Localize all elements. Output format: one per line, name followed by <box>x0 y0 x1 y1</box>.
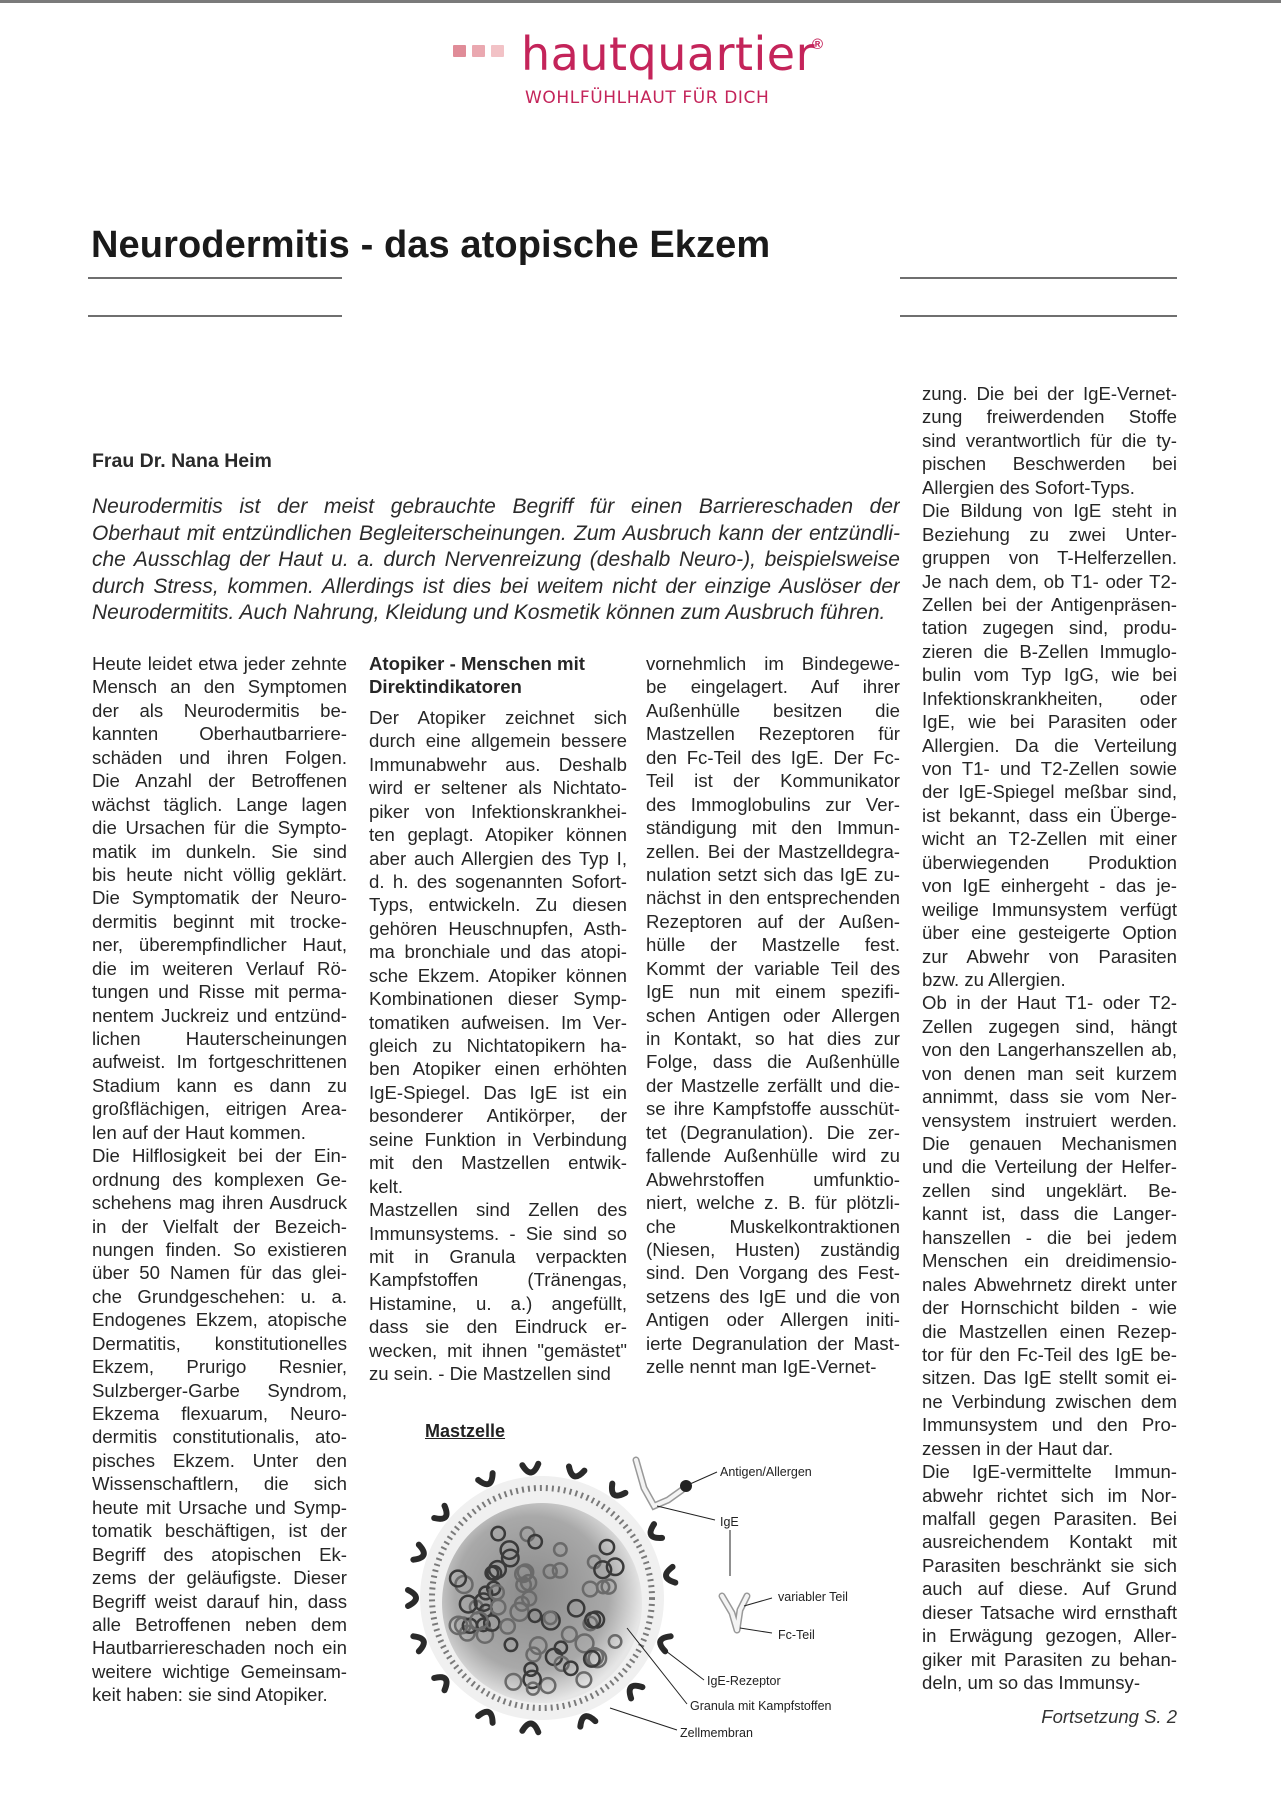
text-line: Neurodermitis ist der meist gebrauchte Begriff für einen Barriereschaden der <box>92 495 900 518</box>
text-line: Begriff des atopischen Ek- <box>92 1543 347 1565</box>
text-line: Ekzema flexuarum, Neuro- <box>92 1403 347 1424</box>
article-title: Neurodermitis - das atopische Ekzem <box>91 224 771 266</box>
text-line: die im weiteren Verlauf Rö- <box>92 957 347 979</box>
text-line: tet (Degranulation). Die zer- <box>646 1121 900 1143</box>
column-2-body <box>369 706 627 1386</box>
text-column-1 <box>92 652 347 1707</box>
text-line: len auf der Haut kommen. <box>92 1121 306 1143</box>
text-column-4 <box>922 382 1177 1695</box>
page-top-border <box>0 0 1281 3</box>
text-line: zellen. Bei der Mastzelldegra- <box>646 840 900 862</box>
text-line: Je nach dem, ob T1- oder T2- <box>922 570 1177 592</box>
rule-right-2 <box>900 315 1177 317</box>
text-line: kannt ist, dass die Langer- <box>922 1203 1177 1225</box>
text-line: Parasiten beschränkt sie sich <box>922 1554 1177 1576</box>
text-line: besonderer Antikörper, der <box>369 1105 627 1127</box>
text-line: Antigen oder Allergen initi- <box>646 1309 900 1331</box>
label-variable-part: variabler Teil <box>778 1590 848 1604</box>
antigen-dot <box>680 1480 692 1492</box>
rule-left-1 <box>88 277 342 279</box>
text-line: Zellen bei der Antigenpräsen- <box>922 593 1177 615</box>
text-line: che Ausschlag der Haut u. a. durch Nervenreizung (deshalb Neuro-), beispielsweise <box>92 548 900 572</box>
text-line: tungen und Risse mit perma- <box>92 981 347 1003</box>
text-line: Kommt der variable Teil des <box>646 957 900 979</box>
text-line: der IgE-Spiegel meßbar sind, <box>922 781 1177 803</box>
brand-tagline: WOHLFÜHLHAUT FÜR DICH <box>525 88 770 108</box>
text-line: wird er seltener als Nichtato- <box>369 777 627 799</box>
text-line: nulation setzt sich das IgE zu- <box>646 863 900 885</box>
text-line: Wissenschaftlern, die sich <box>92 1473 347 1495</box>
text-line: zellen sind ungeklärt. Be- <box>922 1179 1177 1201</box>
label-ige: IgE <box>720 1515 739 1529</box>
text-line: Kombinationen dieser Symp- <box>369 988 627 1010</box>
ige-receptor <box>522 1464 539 1473</box>
text-line: überwiegenden Produktion <box>922 851 1177 873</box>
text-line: pischen Beschwerden bei <box>922 453 1177 475</box>
text-line: IgE nun mit einem spezifi- <box>646 981 900 1003</box>
text-line: se ihre Kampfstoffe ausschüt- <box>646 1098 900 1120</box>
text-line: ordnung des komplexen Ge- <box>92 1168 347 1190</box>
text-column-3 <box>646 652 900 1379</box>
text-line: hülle der Mastzelle fest. <box>646 934 900 956</box>
text-line: Heute leidet etwa jeder zehnte <box>92 653 347 674</box>
text-line: bis heute nicht völlig geklärt. <box>92 863 347 885</box>
ige-receptor <box>478 1709 496 1723</box>
text-line: von T1- und T2-Zellen sowie <box>922 758 1177 779</box>
text-line: be eingelagert. Auf ihrer <box>646 676 900 698</box>
text-line: Allergien des Sofort-Typs. <box>922 476 1135 498</box>
text-line: durch eine allgemein bessere <box>369 730 627 752</box>
text-line: tomatik beschäftigen, ist der <box>92 1520 347 1542</box>
text-line: ständigung mit den Immun- <box>646 817 900 839</box>
heading-gap <box>369 699 627 706</box>
text-line: IgE-Spiegel. Das IgE ist ein <box>369 1081 627 1103</box>
text-line: ben Atopiker einen erhöhten <box>369 1058 627 1080</box>
text-line: den Fc-Teil des IgE. Der Fc- <box>646 746 900 768</box>
brand-logo <box>453 27 833 111</box>
text-line: Außenhülle besitzen die <box>646 699 900 721</box>
text-line: von IgE einhergeht - das je- <box>922 875 1177 897</box>
text-line: zur Abwehr von Parasiten <box>922 945 1177 967</box>
text-line: Die Bildung von IgE steht in <box>922 500 1177 522</box>
text-line: in der Vielfalt der Bezeich- <box>92 1215 347 1237</box>
text-line: gehören Heuschnupfen, Asth- <box>369 917 627 939</box>
text-line: Der Atopiker zeichnet sich <box>369 706 627 728</box>
text-line: keit haben: sie sind Atopiker. <box>92 1684 328 1706</box>
text-line: durch Stress, kommen. Allerdings ist dies bei weitem nicht der einzige Auslöser der <box>92 574 900 598</box>
text-line: Atopiker - Menschen mit <box>369 653 585 674</box>
text-line: nales Abwehrnetz direkt unter <box>922 1273 1177 1295</box>
text-line: Sulzberger-Garbe Syndrom, <box>92 1379 347 1401</box>
text-line: Die genauen Mechanismen <box>922 1133 1177 1154</box>
continued-on-page-2: Fortsetzung S. 2 <box>1041 1706 1177 1727</box>
text-line: aufweist. Im fortgeschrittenen <box>92 1051 347 1073</box>
text-line: sind. Den Vorgang des Fest- <box>646 1262 900 1284</box>
text-line: schäden und ihren Folgen. <box>92 746 347 768</box>
text-line: annimmt, dass sie vom Ner- <box>922 1086 1177 1108</box>
text-line: die Ursachen für die Sympto- <box>92 817 347 839</box>
text-line: mit in Granula verpackten <box>369 1245 627 1267</box>
label-granula: Granula mit Kampfstoffen <box>690 1699 832 1713</box>
text-line: (Niesen, Husten) zuständig <box>646 1238 900 1260</box>
text-line: Ob in der Haut T1- oder T2- <box>922 992 1177 1014</box>
text-line: bulin vom Typ IgG, wie bei <box>922 664 1177 686</box>
text-line: Die Symptomatik der Neuro- <box>92 887 347 909</box>
text-line: zung freiwerdenden Stoffe <box>922 406 1177 428</box>
text-line: Endogenes Ekzem, atopische <box>92 1309 347 1331</box>
text-line: bzw. zu Allergien. <box>922 968 1066 990</box>
text-line: Dermatitis, konstitutionelles <box>92 1332 347 1354</box>
text-line: in Erwägung gezogen, Aller- <box>922 1625 1177 1647</box>
text-line: weilige Immunsystem verfügt <box>922 898 1177 920</box>
text-line: sche Ekzem. Atopiker können <box>369 964 627 986</box>
text-line: die Mastzellen einen Rezep- <box>922 1320 1177 1342</box>
text-line: tation zugegen sind, produ- <box>922 617 1177 639</box>
text-line: tor für den Fc-Teil des IgE be- <box>922 1343 1177 1365</box>
text-line: dermitis beginnt mit trocke- <box>92 910 347 932</box>
text-line: dieser Tatsache wird ernsthaft <box>922 1601 1177 1623</box>
text-line: Abwehrstoffen umfunktio- <box>646 1168 900 1190</box>
text-line: großflächigen, eitrigen Area- <box>92 1098 347 1120</box>
registered-mark: ® <box>812 36 824 53</box>
text-line: schehens mag ihren Ausdruck <box>92 1192 347 1214</box>
text-line: vornehmlich im Bindegewe- <box>646 653 900 674</box>
text-line: kannten Oberhautbarriere- <box>92 723 347 745</box>
text-line: dermitis constitutionalis, ato- <box>92 1426 347 1448</box>
text-line: setzens des IgE und die von <box>646 1285 900 1307</box>
text-line: deln, um so das Immunsy- <box>922 1672 1141 1694</box>
text-line: Neurodermitits. Auch Nahrung, Kleidung und Kosmetik können zum Ausbruch führen. <box>92 601 886 625</box>
text-line: wächst täglich. Lange lagen <box>92 793 347 815</box>
text-line: Allergien. Da die Verteilung <box>922 734 1177 756</box>
text-line: tomatiken aufweisen. Im Ver- <box>369 1011 627 1033</box>
text-line: Die Anzahl der Betroffenen <box>92 770 347 792</box>
text-line: heute mit Ursache und Symp- <box>92 1496 347 1518</box>
ige-receptor <box>658 1634 671 1652</box>
text-line: che Grundgeschehen: u. a. <box>92 1285 347 1307</box>
text-line: mit den Mastzellen entwik- <box>369 1152 627 1174</box>
ige-receptor <box>665 1567 676 1584</box>
text-line: Immunabwehr aus. Deshalb <box>369 753 627 775</box>
text-line: Mastzellen Rezeptoren für <box>646 723 900 745</box>
logo-square-1 <box>453 45 466 57</box>
text-line: wicht an T2-Zellen mit einer <box>922 828 1177 850</box>
text-line: zems der geläufigste. Dieser <box>92 1567 347 1589</box>
text-line: Die Hilflosigkeit bei der Ein- <box>92 1145 347 1167</box>
text-line: über eine gesteigerte Option <box>922 922 1177 944</box>
text-line: Mensch an den Symptomen <box>92 676 347 698</box>
text-line: che Muskelkontraktionen <box>646 1215 900 1237</box>
text-line: weitere wichtige Gemeinsam- <box>92 1660 347 1682</box>
text-line: Ekzem, Prurigo Resnier, <box>92 1356 347 1378</box>
ige-antibody-bound <box>636 1460 692 1506</box>
text-line: und die Verteilung der Helfer- <box>922 1156 1177 1178</box>
ige-receptor <box>413 1545 426 1563</box>
logo-square-2 <box>472 45 485 57</box>
mast-cell-body <box>408 1464 675 1732</box>
text-line: schen Antigen oder Allergen <box>646 1004 900 1026</box>
text-line: pisches Ekzem. Unter den <box>92 1449 347 1471</box>
text-line: Infektionskrankheiten, oder <box>922 687 1177 709</box>
brand-name: hautquartier <box>521 27 816 81</box>
ige-receptor <box>522 1723 539 1732</box>
text-line: fallende Außenhülle wird zu <box>646 1145 900 1167</box>
text-line: alle Betroffenen neben dem <box>92 1613 347 1635</box>
figure-title: Mastzelle <box>425 1421 506 1441</box>
text-line: Begriff weist darauf hin, dass <box>92 1590 347 1612</box>
text-line: wecken, mit ihnen "gemästet" <box>369 1339 627 1361</box>
text-line: Teil ist der Kommunikator <box>646 770 900 792</box>
ige-receptor <box>413 1634 426 1652</box>
text-line: zung. Die bei der IgE-Vernet- <box>922 383 1177 404</box>
text-line: nentem Juckreiz und entzünd- <box>92 1004 347 1026</box>
text-line: giker mit Parasiten zu behan- <box>922 1648 1177 1670</box>
text-line: zelle nennt man IgE-Vernet- <box>646 1356 877 1378</box>
text-line: Immunsystems. - Sie sind so <box>369 1222 627 1244</box>
text-line: ierte Degranulation der Mast- <box>646 1332 900 1354</box>
text-line: Typs, entwickeln. Zu diesen <box>369 894 627 916</box>
text-line: in Kontakt, so hat dies zur <box>646 1028 900 1049</box>
text-line: Direktindikatoren <box>369 676 522 698</box>
text-line: Beziehung zu zwei Unter- <box>922 523 1177 545</box>
text-line: ner, überempfindlicher Haut, <box>92 934 347 956</box>
text-line: gruppen von T-Helferzellen. <box>922 547 1177 569</box>
ige-antibody-free <box>722 1596 747 1630</box>
text-line: der Hornschicht bilden - wie <box>922 1297 1177 1319</box>
article-author: Frau Dr. Nana Heim <box>92 450 272 472</box>
text-line: Menschen ein dreidimensio- <box>922 1250 1177 1272</box>
ige-receptor <box>478 1473 496 1487</box>
article-intro <box>92 494 900 627</box>
text-line: der als Neurodermitis be- <box>92 699 347 721</box>
text-line: nungen finden. So existieren <box>92 1238 347 1260</box>
rule-left-2 <box>88 315 342 317</box>
text-line: Zellen zugegen sind, hängt <box>922 1015 1177 1037</box>
text-line: matik im dunkeln. Sie sind <box>92 840 347 862</box>
text-line: Stadium kann es dann zu <box>92 1074 347 1096</box>
text-line: der Mastzelle zerfällt und die- <box>646 1074 900 1096</box>
label-cell-membrane: Zellmembran <box>680 1726 753 1738</box>
text-line: Folge, dass die Außenhülle <box>646 1051 900 1073</box>
text-line: nächst in den entsprechenden <box>646 887 900 909</box>
text-line: Rezeptoren auf der Außen- <box>646 910 900 932</box>
text-line: ne Verbindung zwischen dem <box>922 1390 1177 1412</box>
text-line: des Immoglobulins zur Ver- <box>646 793 900 815</box>
text-line: ist bekannt, dass ein Überge- <box>922 804 1177 826</box>
text-line: Die IgE-vermittelte Immun- <box>922 1461 1177 1483</box>
text-line: ausreichendem Kontakt mit <box>922 1531 1177 1553</box>
text-line: IgE, wie bei Parasiten oder <box>922 711 1177 733</box>
text-line: zu sein. - Die Mastzellen sind <box>369 1363 611 1385</box>
text-line: niert, welche z. B. für plötzli- <box>646 1192 900 1214</box>
text-line: sitzen. Das IgE stellt somit ei- <box>922 1367 1177 1389</box>
label-antigen: Antigen/Allergen <box>720 1465 812 1479</box>
text-line: zieren die B-Zellen Immuglo- <box>922 640 1177 662</box>
text-line: auch auf diese. Auf Grund <box>922 1578 1177 1600</box>
text-column-2 <box>369 652 627 1386</box>
text-line: d. h. des sogenannten Sofort- <box>369 870 627 892</box>
text-line: ma bronchiale und das atopi- <box>369 941 627 963</box>
text-line: dass sie den Eindruck er- <box>369 1316 627 1338</box>
rule-right-1 <box>900 277 1177 279</box>
text-line: abwehr richtet sich im Nor- <box>922 1484 1177 1506</box>
ige-receptor <box>408 1590 416 1606</box>
text-line: über 50 Namen für das glei- <box>92 1262 347 1284</box>
text-line: lichen Hauterscheinungen <box>92 1028 347 1049</box>
text-line: vensystem instruiert werden. <box>922 1109 1177 1131</box>
text-line: von den Langerhanszellen ab, <box>922 1039 1177 1061</box>
text-line: zessen in der Haut dar. <box>922 1437 1114 1459</box>
text-line: Immunsystem und den Pro- <box>922 1414 1177 1436</box>
text-line: hanszellen - die bei jedem <box>922 1226 1177 1248</box>
label-fc-part: Fc-Teil <box>778 1628 815 1642</box>
text-line: ten geplagt. Atopiker können <box>369 824 627 846</box>
logo-square-3 <box>491 45 504 57</box>
label-ige-receptor: IgE-Rezeptor <box>707 1674 781 1688</box>
ige-receptor <box>567 1466 585 1478</box>
mast-cell-figure <box>392 1448 872 1738</box>
text-line: kelt. <box>369 1175 404 1197</box>
text-line: gleich zu Nichtatopikern ha- <box>369 1035 627 1056</box>
text-line: Hautbarriereschaden noch ein <box>92 1637 347 1659</box>
text-line: seine Funktion in Verbindung <box>369 1128 627 1150</box>
text-line: sind verantwortlich für die ty- <box>922 429 1177 451</box>
text-line: aber auch Allergien des Typ I, <box>369 847 627 869</box>
text-line: malfall gegen Parasiten. Bei <box>922 1508 1177 1529</box>
text-line: von denen man seit kurzem <box>922 1062 1177 1084</box>
section-heading-atopiker <box>369 652 627 699</box>
text-line: Kampfstoffen (Tränengas, <box>369 1269 627 1291</box>
ige-receptor <box>578 1714 596 1727</box>
ige-receptor <box>647 1524 662 1542</box>
text-line: Histamine, u. a.) angefüllt, <box>369 1292 627 1314</box>
text-line: Oberhaut mit entzündlichen Begleiterscheinungen. Zum Ausbruch kann der entzündli- <box>92 521 900 545</box>
text-line: Mastzellen sind Zellen des <box>369 1199 627 1221</box>
text-line: piker von Infektionskrankhei- <box>369 800 627 822</box>
